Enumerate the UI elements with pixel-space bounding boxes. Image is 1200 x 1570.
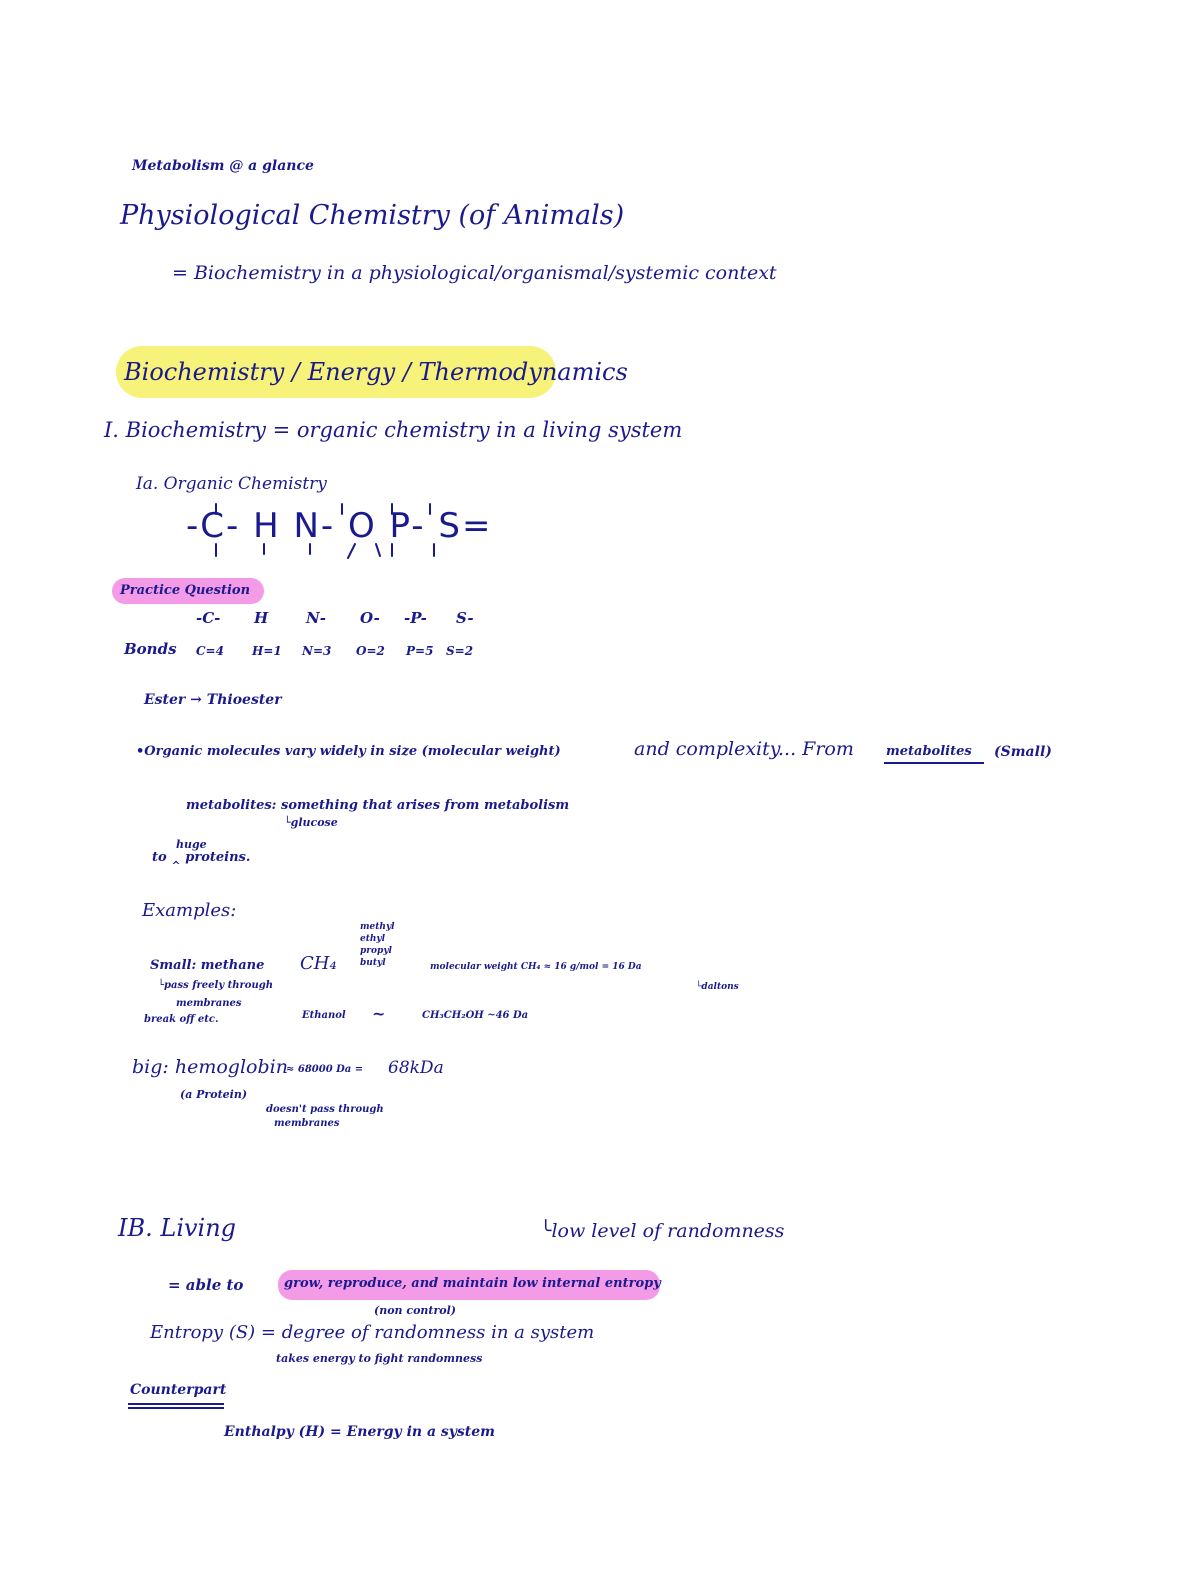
ester-line: Ester → Thioester bbox=[144, 692, 282, 708]
page-header: Metabolism @ a glance bbox=[132, 158, 314, 174]
bond-lines-drawing bbox=[180, 500, 480, 560]
alkyl-name: butyl bbox=[360, 958, 386, 968]
membranes-note-2: membranes bbox=[274, 1118, 340, 1129]
able-to-list: grow, reproduce, and maintain low internal entropy bbox=[284, 1276, 661, 1291]
title-definition: = Biochemistry in a physiological/organismal/systemic context bbox=[172, 262, 777, 284]
section-heading: Biochemistry / Energy / Thermodynamics bbox=[124, 358, 628, 386]
counterpart-underline bbox=[128, 1403, 224, 1405]
part1-heading: I. Biochemistry = organic chemistry in a living system bbox=[104, 418, 683, 442]
counterpart-label: Counterpart bbox=[130, 1382, 227, 1398]
examples-label: Examples: bbox=[142, 900, 237, 921]
metabolites-word: metabolites bbox=[886, 744, 972, 759]
enthalpy-definition: Enthalpy (H) = Energy in a system bbox=[224, 1424, 495, 1440]
big-example-label: big: hemoglobin bbox=[132, 1056, 288, 1078]
bond-value: H=1 bbox=[252, 644, 282, 658]
bond-value: O=2 bbox=[356, 644, 385, 658]
organic-bullet-b: and complexity... From bbox=[634, 738, 854, 760]
alkyl-name: propyl bbox=[360, 946, 392, 956]
organic-bullet-a: •Organic molecules vary widely in size (molecular weight) bbox=[136, 744, 561, 759]
metabolites-definition: metabolites: something that arises from metabolism bbox=[186, 798, 570, 813]
molecular-weight-note: molecular weight CH₄ ≈ 16 g/mol = 16 Da bbox=[430, 962, 642, 972]
to-proteins: to ‸ proteins. bbox=[152, 850, 251, 865]
bond-value: C=4 bbox=[196, 644, 224, 658]
practice-label: Practice Question bbox=[120, 583, 251, 598]
counterpart-underline bbox=[128, 1407, 224, 1409]
metabolites-underline bbox=[884, 762, 984, 764]
part1b-heading: IB. Living bbox=[118, 1214, 237, 1242]
practice-atom: -P- bbox=[404, 609, 427, 627]
small-example-label: Small: methane bbox=[150, 958, 265, 973]
practice-atom: -C- bbox=[196, 609, 221, 627]
bond-value: P=5 bbox=[406, 644, 434, 658]
break-down-note: break off etc. bbox=[144, 1014, 219, 1025]
non-control-note: (non control) bbox=[374, 1304, 456, 1317]
methane-formula: CH₄ bbox=[300, 953, 337, 974]
membranes-note: membranes bbox=[176, 998, 242, 1009]
daltons-note: └daltons bbox=[696, 982, 739, 992]
practice-atom: S- bbox=[456, 609, 474, 627]
ethanol-formula: CH₃CH₂OH ~46 Da bbox=[422, 1010, 529, 1021]
part1a-heading: Ia. Organic Chemistry bbox=[136, 474, 327, 494]
elements-row: -C- H N- O P- S= bbox=[186, 506, 493, 546]
entropy-subnote: takes energy to fight randomness bbox=[276, 1352, 483, 1365]
bond-value: S=2 bbox=[446, 644, 474, 658]
page-title: Physiological Chemistry (of Animals) bbox=[120, 200, 625, 231]
hemoglobin-kda: 68kDa bbox=[388, 1058, 444, 1078]
doesnt-pass-note: doesn't pass through bbox=[266, 1104, 384, 1115]
practice-atom: N- bbox=[306, 609, 326, 627]
practice-atom: H bbox=[254, 609, 269, 627]
practice-atom: O- bbox=[360, 609, 380, 627]
entropy-definition: Entropy (S) = degree of randomness in a system bbox=[150, 1322, 595, 1343]
bond-value: N=3 bbox=[302, 644, 332, 658]
ethanol-label: Ethanol bbox=[302, 1010, 346, 1021]
able-to-label: = able to bbox=[168, 1276, 244, 1294]
huge-note: huge bbox=[176, 838, 207, 851]
pass-freely-note: └pass freely through bbox=[158, 980, 273, 991]
bonds-label: Bonds bbox=[124, 640, 177, 658]
small-word: (Small) bbox=[994, 744, 1052, 760]
alkyl-name: ethyl bbox=[360, 934, 386, 944]
glucose-note: └glucose bbox=[284, 816, 338, 829]
hemoglobin-weight: ≈ 68000 Da = bbox=[286, 1064, 364, 1075]
a-protein-note: (a Protein) bbox=[180, 1088, 248, 1101]
tilde-mark: ~ bbox=[372, 1004, 386, 1023]
alkyl-name: methyl bbox=[360, 922, 395, 932]
low-randomness-note: ╰low level of randomness bbox=[540, 1220, 785, 1242]
